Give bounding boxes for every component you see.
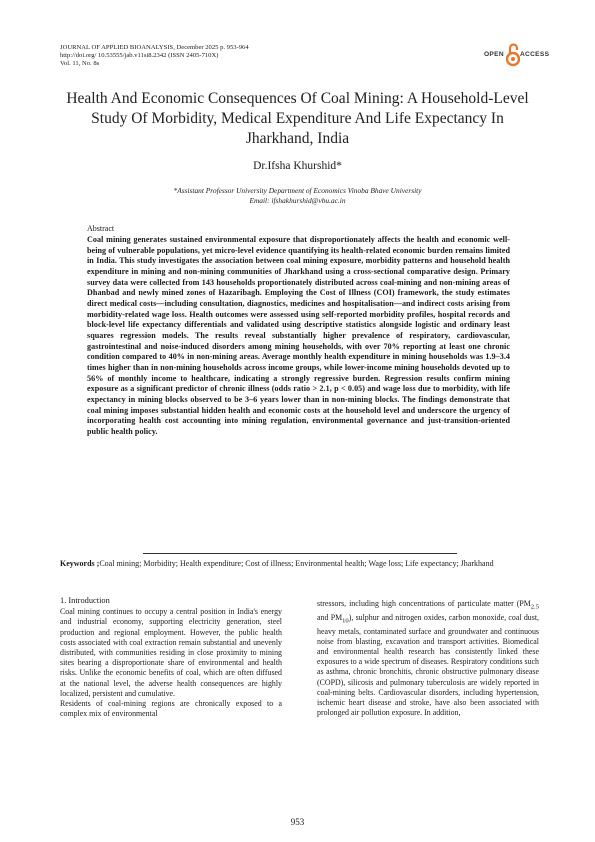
author-name: Dr.Ifsha Khurshid*	[253, 160, 342, 172]
open-access-word2: ACCESS	[520, 51, 550, 58]
paper-title: Health And Economic Consequences Of Coal Mining: A Household-Level Study Of Morbidity, Medical Expenditure And Life Expectancy In Jharkhand, India	[66, 90, 529, 147]
abstract-heading: Abstract	[87, 224, 115, 233]
page-number: 953	[290, 817, 305, 827]
doi-line: http://doi.org/ 10.53555/jab.v11si8.2342 (ISSN 2405-710X)	[60, 52, 219, 60]
keywords	[60, 558, 540, 570]
intro-paragraph-2: Residents of coal-mining regions are chronically exposed to a complex mix of environmental	[60, 699, 282, 719]
affiliation-line: *Assistant Professor University Department of Economics Vinoba Bhave University	[173, 186, 422, 195]
right-column	[317, 599, 539, 718]
continuation-part-a: stressors, including high concentrations of particulate matter (PM	[317, 599, 531, 608]
author-email: Email: ifshakhurshid@vbu.ac.in	[249, 196, 346, 205]
intro-continuation	[317, 599, 539, 718]
journal-header	[60, 44, 360, 69]
pm10-subscript: 10	[342, 617, 349, 625]
left-column	[60, 596, 282, 719]
keywords-text: Coal mining; Morbidity; Health expenditure; Cost of illness; Environmental health; Wage loss; Life expectancy; Jharkhand	[99, 559, 494, 568]
keywords-label: Keywords ;	[60, 559, 100, 568]
journal-line: JOURNAL OF APPLIED BIOANALYSIS, December 2025 p. 953-964	[60, 44, 249, 51]
abstract-text: Coal mining generates sustained environmental exposure that disproportionately affects the health and economic well-being of vulnerable populations, yet micro-level evidence quantifying its health-related economic burden remains limited in India. This study investigates the association between coal mining exposure, morbidity patterns and household health expenditure in mining and non-mining communities of Jharkhand using a cross-sectional comparative design. Primary survey data were collected from 143 households proportionately distributed across coal-mining and non-mining areas of Dhanbad and newly mined zones of Hazaribagh. Employing the Cost of Illness (COI) framework, the study estimates direct medical costs—including consultation, diagnostics, medicines and hospitalisation—and indirect costs arising from morbidity-related wage loss. Health outcomes were assessed using self-reported morbidity profiles, hospital records and block-level life expectancy differentials and validated using descriptive statistics alongside logistic and ordinary least squares regression models. The results reveal substantially higher prevalence of respiratory, cardiovascular, gastrointestinal and noise-induced disorders among mining households, with over 70% reporting at least one chronic condition compared to 40% in non-mining areas. Average monthly health expenditure in mining households was 1.9–3.4 times higher than in non-mining households across income groups, while lower-income mining households devoted up to 56% of monthly income to healthcare, indicating a strongly regressive burden. Regression results confirm mining exposure as a significant predictor of chronic illness (odds ratio > 2.1, p < 0.05) and wage loss due to morbidity, with life expectancy in mining blocks observed to be 3–6 years lower than in non-mining blocks. The findings demonstrate that coal mining imposes substantial hidden health and economic costs at the household level and underscore the urgency of incorporating health cost accounting into mining regulation, environmental governance and just-transition-oriented public health policy.	[87, 235, 510, 436]
continuation-part-b: and PM	[317, 612, 343, 622]
pm25-subscript: 2.5	[530, 603, 539, 611]
section-heading: 1. Introduction	[60, 596, 110, 605]
volume-line: Vol. 11, No. 8s	[60, 60, 100, 68]
open-lock-icon	[506, 42, 520, 68]
continuation-part-c: ), sulphur and nitrogen oxides, carbon monoxide, coal dust, heavy metals, contaminated surface and groundwater and continuous noise from blasting, excavation and transport activities. Biomedical and environmental health research has consistently linked these exposures to a wide spectrum of diseases. Respiratory conditions such as asthma, chronic bronchitis, chronic obstructive pulmonary disease (COPD), silicosis and pulmonary tuberculosis are widely reported in coal-mining belts. Cardiovascular disorders, including hypertension, ischemic heart disease and stroke, have also been associated with prolonged air pollution exposure. In addition,	[317, 612, 539, 718]
open-access-logo	[484, 42, 554, 70]
open-access-word1: OPEN	[484, 51, 504, 58]
affiliation	[60, 186, 535, 206]
intro-paragraph-1: Coal mining continues to occupy a central position in India's energy and industrial economy, supporting electricity generation, steel production and regional employment. However, the public health costs associated with coal extraction remain substantial and unevenly distributed, with communities residing in close proximity to mining sites bearing a disproportionate share of environmental and health risks. Unlike the economic benefits of coal, which are often diffused at the national level, the adverse health consequences are highly localized, persistent and cumulative.	[60, 607, 282, 698]
keywords-divider	[143, 553, 457, 554]
